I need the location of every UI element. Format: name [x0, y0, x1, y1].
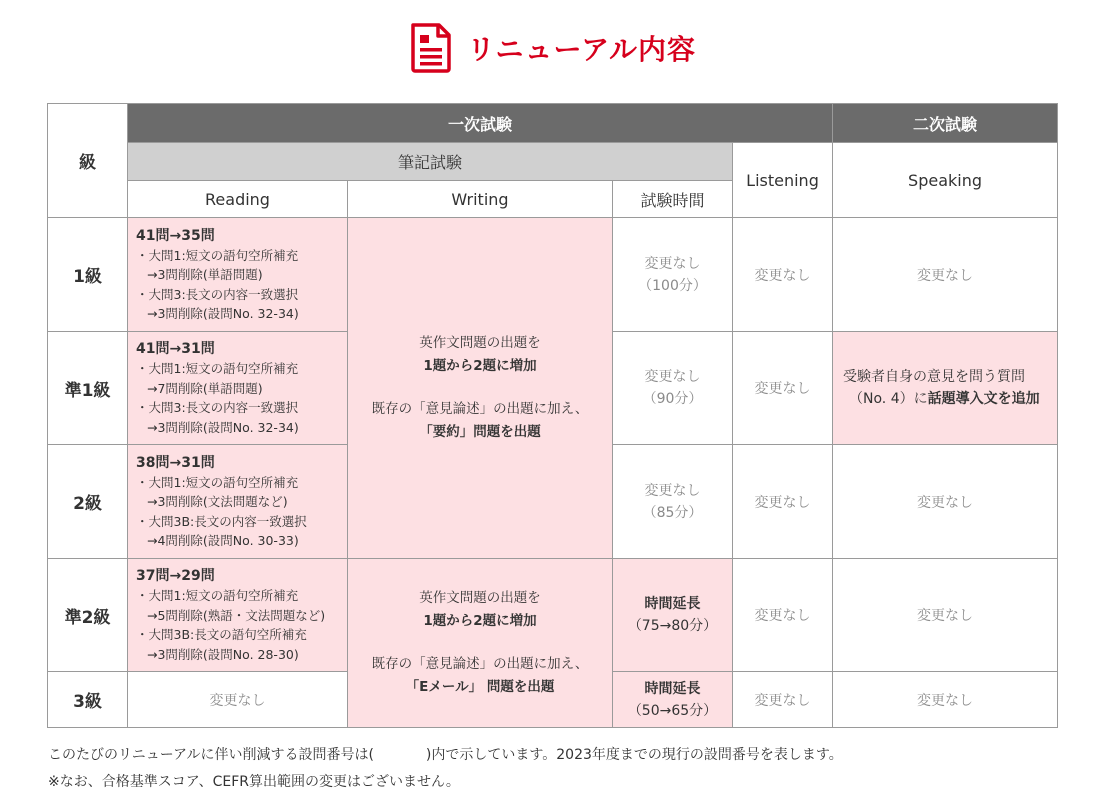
- writing-cell-lower: [348, 559, 613, 728]
- reading-line: →5問削除(熟語・文法問題など): [147, 607, 326, 623]
- speaking-header: Speaking: [833, 143, 1058, 218]
- speaking-cell: 変更なし: [833, 445, 1058, 559]
- listening-cell: 変更なし: [733, 332, 833, 445]
- time-main: 変更なし: [644, 482, 701, 499]
- time-cell: [613, 445, 733, 559]
- writing-text: 「Eメール」 問題を出題: [405, 679, 555, 695]
- time-main: 変更なし: [644, 255, 701, 272]
- writing-text: 1題から2題に増加: [423, 358, 537, 374]
- page-header: [0, 22, 1105, 74]
- grade-cell: 3級: [48, 672, 128, 728]
- reading-line: →3問削除(単語問題): [147, 267, 263, 282]
- speaking-cell: 変更なし: [833, 559, 1058, 672]
- writing-text: 英作文問題の出題を: [419, 590, 541, 606]
- writing-text: 既存の「意見論述」の出題に加え、: [371, 401, 589, 417]
- writing-text: 英作文問題の出題を: [419, 335, 541, 351]
- document-icon: [409, 22, 453, 74]
- listening-cell: 変更なし: [733, 559, 833, 672]
- reading-cell: 変更なし: [128, 672, 348, 728]
- reading-line: →7問削除(単語問題): [147, 380, 263, 396]
- time-cell: [613, 332, 733, 445]
- footnote-1-a: このたびのリニューアルに伴い削減する設問番号は(: [48, 747, 374, 763]
- grade-header: 級: [48, 104, 128, 218]
- footnote-2: ※なお、合格基準スコア、CEFR算出範囲の変更はございません。: [48, 774, 460, 790]
- listening-cell: 変更なし: [733, 672, 833, 728]
- second-stage-header: 二次試験: [833, 104, 1058, 143]
- time-cell: [613, 672, 733, 728]
- reading-cell: [128, 559, 348, 672]
- footnote-1-b: )内で示しています。2023年度までの現行の設問番号を表します。: [425, 747, 843, 763]
- writing-cell-upper: [348, 218, 613, 559]
- reading-line: ・大問3B:長文の内容一致選択: [136, 513, 307, 529]
- writing-header: Writing: [348, 181, 613, 218]
- time-main: 時間延長: [644, 680, 701, 697]
- grade-cell: 1級: [48, 218, 128, 332]
- question-count: 41問→31問: [136, 341, 215, 357]
- time-sub: （100分）: [638, 277, 707, 294]
- speaking-cell: [833, 332, 1058, 445]
- renewal-table: [47, 103, 1058, 728]
- reading-line: →3問削除(設問No. 32-34): [147, 419, 299, 435]
- reading-line: →3問削除(設問No. 28-30): [147, 646, 299, 662]
- time-cell: [613, 218, 733, 332]
- writing-text: 「要約」問題を出題: [419, 424, 541, 440]
- reading-line: ・大問1:短文の語句空所補充: [136, 474, 299, 490]
- reading-line: →4問削除(設問No. 30-33): [147, 533, 299, 548]
- time-sub: （50→65分）: [627, 702, 718, 719]
- page-title: リニューアル内容: [467, 33, 696, 66]
- grade-cell: 2級: [48, 445, 128, 559]
- listening-header: Listening: [733, 143, 833, 218]
- written-header: 筆記試験: [128, 143, 733, 181]
- question-count: 38問→31問: [136, 454, 215, 471]
- reading-line: ・大問1:短文の語句空所補充: [136, 588, 299, 603]
- reading-line: →3問削除(設問No. 32-34): [147, 306, 299, 321]
- time-sub: （90分）: [642, 391, 703, 407]
- time-sub: （85分）: [642, 504, 703, 521]
- reading-header: Reading: [128, 181, 348, 218]
- time-header: 試験時間: [613, 181, 733, 218]
- reading-cell: [128, 445, 348, 559]
- time-sub: （75→80分）: [627, 618, 718, 634]
- reading-line: ・大問3:長文の内容一致選択: [136, 400, 299, 415]
- speaking-text-2: [843, 388, 1057, 410]
- time-main: 変更なし: [644, 369, 701, 385]
- footnote-1: [48, 744, 843, 764]
- reading-line: ・大問1:短文の語句空所補充: [136, 247, 299, 263]
- reading-line: ・大問3:長文の内容一致選択: [136, 286, 299, 302]
- table-row: [48, 559, 1058, 672]
- time-main: 時間延長: [644, 596, 701, 612]
- speaking-text-plain: （No. 4）に: [849, 391, 928, 407]
- writing-text: 既存の「意見論述」の出題に加え、: [371, 656, 589, 672]
- speaking-text-bold: 話題導入文を追加: [927, 391, 1040, 407]
- speaking-cell: 変更なし: [833, 218, 1058, 332]
- reading-line: ・大問1:短文の語句空所補充: [136, 361, 299, 376]
- reading-line: ・大問3B:長文の語句空所補充: [136, 627, 307, 642]
- listening-cell: 変更なし: [733, 445, 833, 559]
- question-count: 37問→29問: [136, 568, 215, 584]
- grade-cell: 準2級: [48, 559, 128, 672]
- question-count: 41問→35問: [136, 227, 215, 244]
- reading-line: →3問削除(文法問題など): [147, 494, 288, 509]
- time-cell: [613, 559, 733, 672]
- first-stage-header: 一次試験: [128, 104, 833, 143]
- table-row: [48, 218, 1058, 332]
- speaking-cell: 変更なし: [833, 672, 1058, 728]
- listening-cell: 変更なし: [733, 218, 833, 332]
- grade-cell: 準1級: [48, 332, 128, 445]
- writing-text: 1題から2題に増加: [423, 613, 537, 629]
- reading-cell: [128, 218, 348, 332]
- reading-cell: [128, 332, 348, 445]
- speaking-text: 受験者自身の意見を問う質問: [843, 369, 1026, 385]
